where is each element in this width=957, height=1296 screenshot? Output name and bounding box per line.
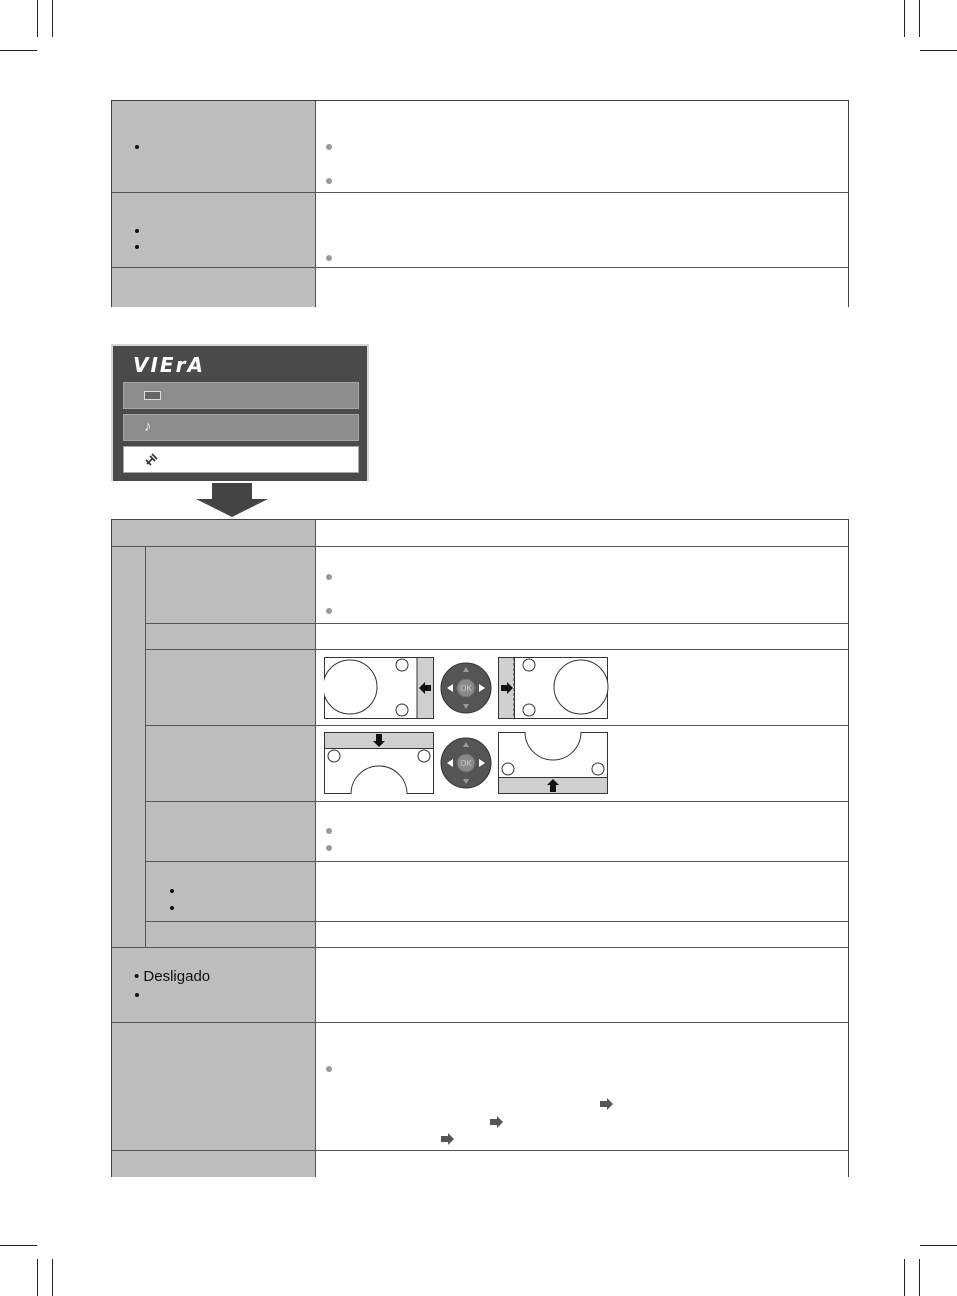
- note-dot: [326, 144, 332, 150]
- crop-mark: [0, 1245, 37, 1246]
- note-dot: [326, 1066, 332, 1072]
- menu-item-setup[interactable]: [123, 446, 359, 473]
- description-cell: [316, 193, 848, 268]
- description-cell: [316, 650, 848, 726]
- description-cell: [316, 1151, 848, 1177]
- table-row: [112, 267, 848, 307]
- setting-cell: [112, 1023, 316, 1151]
- table-row: [112, 192, 848, 268]
- arrow-right-icon: [600, 1098, 614, 1110]
- table-row: [146, 649, 848, 726]
- picture-icon: [144, 391, 162, 401]
- table-row: [112, 520, 848, 547]
- crop-mark: [37, 0, 38, 37]
- description-cell: [316, 922, 848, 948]
- description-cell: [316, 624, 848, 650]
- svg-text:OK: OK: [460, 759, 472, 768]
- viera-main-menu: [111, 344, 369, 481]
- ok-cursor-button-icon: [441, 663, 491, 713]
- description-cell: [316, 802, 848, 862]
- table-row: [146, 861, 848, 922]
- setting-cell: [146, 922, 316, 948]
- table-row: [146, 546, 848, 624]
- viera-logo: VIErA: [133, 353, 205, 377]
- setting-cell: [112, 948, 316, 1023]
- table-row: [112, 947, 848, 1023]
- description-cell: [316, 1023, 848, 1151]
- description-cell: [316, 101, 848, 193]
- bullet: [135, 993, 139, 997]
- bullet: [135, 145, 139, 149]
- vertical-position-diagram: [324, 732, 614, 798]
- crop-mark: [52, 1259, 53, 1296]
- setting-cell: [112, 520, 316, 547]
- svg-text:OK: OK: [460, 684, 472, 693]
- table-row: [146, 725, 848, 802]
- crop-mark: [52, 0, 53, 37]
- crop-mark: [904, 0, 905, 37]
- crop-mark: [920, 50, 957, 51]
- setting-cell: [146, 547, 316, 624]
- crop-mark: [0, 50, 37, 51]
- bullet: [135, 245, 139, 249]
- menu-item-sound[interactable]: [123, 414, 359, 441]
- table-row: [112, 1022, 848, 1151]
- sound-icon: ♪: [144, 418, 152, 435]
- table-row: [112, 1150, 848, 1177]
- crop-mark: [904, 1259, 905, 1296]
- table-row: [112, 101, 848, 193]
- table-row: [146, 801, 848, 862]
- setting-cell: [112, 268, 316, 307]
- description-cell: [316, 948, 848, 1023]
- crop-mark: [919, 1259, 920, 1296]
- setting-cell: [146, 650, 316, 726]
- crop-mark: [37, 1259, 38, 1296]
- note-dot: [326, 828, 332, 834]
- settings-table-top: [111, 100, 849, 307]
- description-cell: [316, 862, 848, 922]
- setting-cell: [146, 862, 316, 922]
- arrow-right-icon: [441, 1133, 455, 1145]
- group-cell: [112, 546, 146, 948]
- bullet: [135, 229, 139, 233]
- note-dot: [326, 845, 332, 851]
- table-row: [146, 623, 848, 650]
- note-dot: [326, 255, 332, 261]
- note-dot: [326, 178, 332, 184]
- crop-mark: [919, 0, 920, 37]
- option-value: • Desligado: [134, 968, 211, 985]
- bullet: [170, 906, 174, 910]
- description-cell: [316, 726, 848, 802]
- setting-cell: [146, 726, 316, 802]
- description-cell: [316, 268, 848, 307]
- setup-icon: [144, 451, 160, 467]
- setting-cell: [112, 1151, 316, 1177]
- setting-cell: [112, 193, 316, 268]
- note-dot: [326, 608, 332, 614]
- horizontal-position-diagram: [324, 657, 614, 723]
- description-cell: [316, 520, 848, 547]
- ok-cursor-button-icon: [441, 738, 491, 788]
- note-dot: [326, 574, 332, 580]
- description-cell: [316, 547, 848, 624]
- bullet: [170, 889, 174, 893]
- setting-cell: [146, 802, 316, 862]
- setting-cell: [112, 101, 316, 193]
- table-row: [146, 921, 848, 948]
- setting-cell: [146, 624, 316, 650]
- arrow-right-icon: [490, 1116, 504, 1128]
- settings-table-bottom: [111, 519, 849, 1177]
- crop-mark: [920, 1245, 957, 1246]
- menu-item-picture[interactable]: [123, 382, 359, 409]
- down-arrow-icon: [196, 483, 268, 517]
